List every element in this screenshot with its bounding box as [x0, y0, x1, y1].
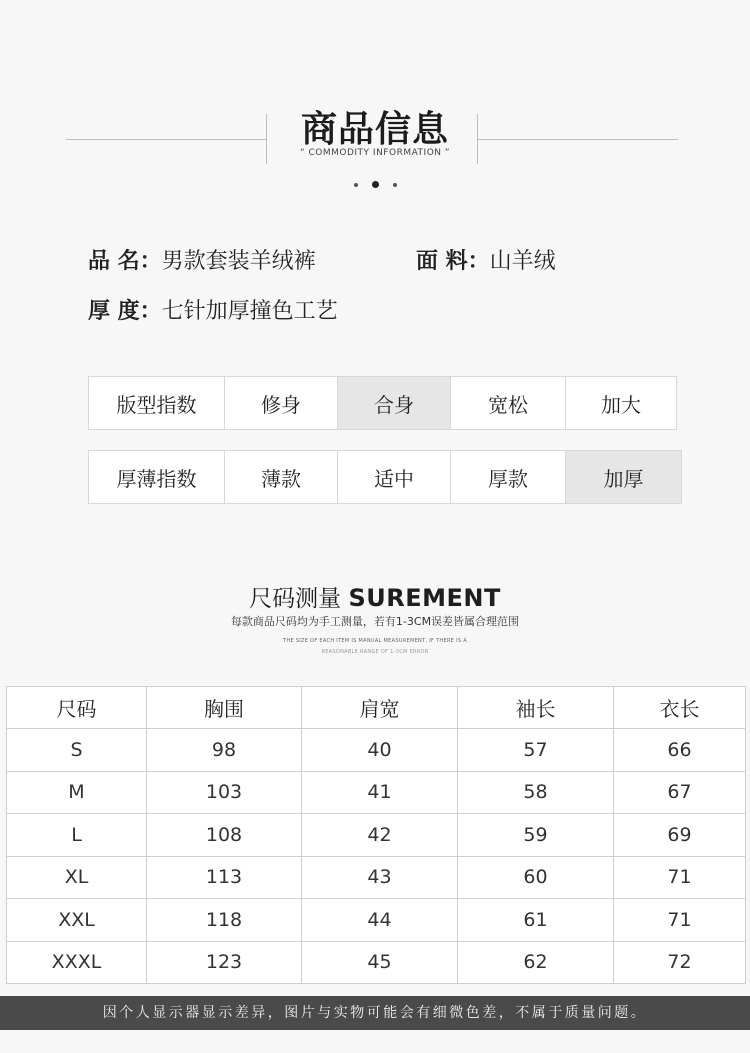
cell-sleeve: 57 [458, 729, 614, 772]
cell-size: S [7, 729, 147, 772]
cell-sleeve: 59 [458, 814, 614, 857]
cell-length: 71 [614, 899, 746, 942]
fit-option: 合身 [338, 377, 451, 430]
thickness-row [88, 294, 338, 325]
cell-length: 69 [614, 814, 746, 857]
cell-size: XL [7, 856, 147, 899]
cell-shoulder: 44 [302, 899, 458, 942]
fit-option: 修身 [225, 377, 338, 430]
cell-chest: 123 [147, 941, 302, 984]
product-name-row [88, 244, 316, 275]
cell-chest: 113 [147, 856, 302, 899]
cell-shoulder: 42 [302, 814, 458, 857]
cell-sleeve: 62 [458, 941, 614, 984]
carousel-dots [0, 174, 750, 193]
cell-shoulder: 41 [302, 771, 458, 814]
table-row [7, 814, 746, 857]
fit-option: 宽松 [451, 377, 566, 430]
cell-sleeve: 58 [458, 771, 614, 814]
thickness-value: 七针加厚撞色工艺 [161, 299, 338, 324]
cell-length: 71 [614, 856, 746, 899]
cell-chest: 98 [147, 729, 302, 772]
product-name-label: 品 名： [88, 249, 162, 274]
dot-active-icon [372, 181, 379, 188]
measurement-title-en: SUREMENT [348, 584, 501, 612]
dot-icon [393, 183, 397, 187]
fit-index-label: 版型指数 [89, 377, 225, 430]
table-row [7, 856, 746, 899]
header-chest: 胸围 [147, 687, 302, 729]
fit-option: 加大 [566, 377, 677, 430]
header-sleeve: 袖长 [458, 687, 614, 729]
thickness-index-table [88, 450, 682, 504]
header-shoulder: 肩宽 [302, 687, 458, 729]
cell-size: XXXL [7, 941, 147, 984]
fabric-row [416, 244, 556, 275]
table-row [7, 941, 746, 984]
cell-sleeve: 60 [458, 856, 614, 899]
size-table [6, 686, 746, 984]
cell-size: XXL [7, 899, 147, 942]
measurement-note-en-2: REASONABLE RANGE OF 1-3CM ERROR [321, 649, 429, 655]
cell-chest: 103 [147, 771, 302, 814]
thickness-option: 厚款 [451, 451, 566, 504]
page-title: 商品信息 [300, 109, 449, 150]
thickness-index-label: 厚薄指数 [89, 451, 225, 504]
thickness-option: 加厚 [566, 451, 682, 504]
fabric-value: 山羊绒 [489, 249, 556, 274]
header-size: 尺码 [7, 687, 147, 729]
thickness-option: 薄款 [225, 451, 338, 504]
table-row [7, 729, 746, 772]
dot-icon [354, 183, 358, 187]
cell-size: L [7, 814, 147, 857]
measurement-note-en-1: THE SIZE OF EACH ITEM IS MANUAL MEASUREMENT, IF THERE IS A [283, 638, 467, 644]
fabric-label: 面 料： [416, 249, 490, 274]
cell-length: 66 [614, 729, 746, 772]
cell-sleeve: 61 [458, 899, 614, 942]
page-subtitle: “ COMMODITY INFORMATION ” [299, 148, 451, 158]
size-table-header [7, 687, 746, 729]
thickness-label: 厚 度： [88, 299, 162, 324]
cell-chest: 118 [147, 899, 302, 942]
footer-bar [0, 996, 750, 1030]
measurement-title [0, 580, 750, 613]
footer-note: 因个人显示器显示差异，图片与实物可能会有细微色差，不属于质量问题。 [102, 1005, 648, 1021]
table-row [7, 771, 746, 814]
header-divider-right [478, 139, 678, 140]
product-name-value: 男款套装羊绒裤 [161, 249, 316, 274]
cell-length: 72 [614, 941, 746, 984]
fit-index-table [88, 376, 677, 430]
measurement-subtitle: 每款商品尺码均为手工测量，若有1-3CM误差皆属合理范围 [230, 615, 520, 628]
cell-shoulder: 45 [302, 941, 458, 984]
cell-length: 67 [614, 771, 746, 814]
header-length: 衣长 [614, 687, 746, 729]
thickness-option: 适中 [338, 451, 451, 504]
table-row [7, 899, 746, 942]
cell-shoulder: 40 [302, 729, 458, 772]
measurement-title-cn: 尺码测量 [249, 586, 342, 612]
cell-chest: 108 [147, 814, 302, 857]
cell-size: M [7, 771, 147, 814]
cell-shoulder: 43 [302, 856, 458, 899]
